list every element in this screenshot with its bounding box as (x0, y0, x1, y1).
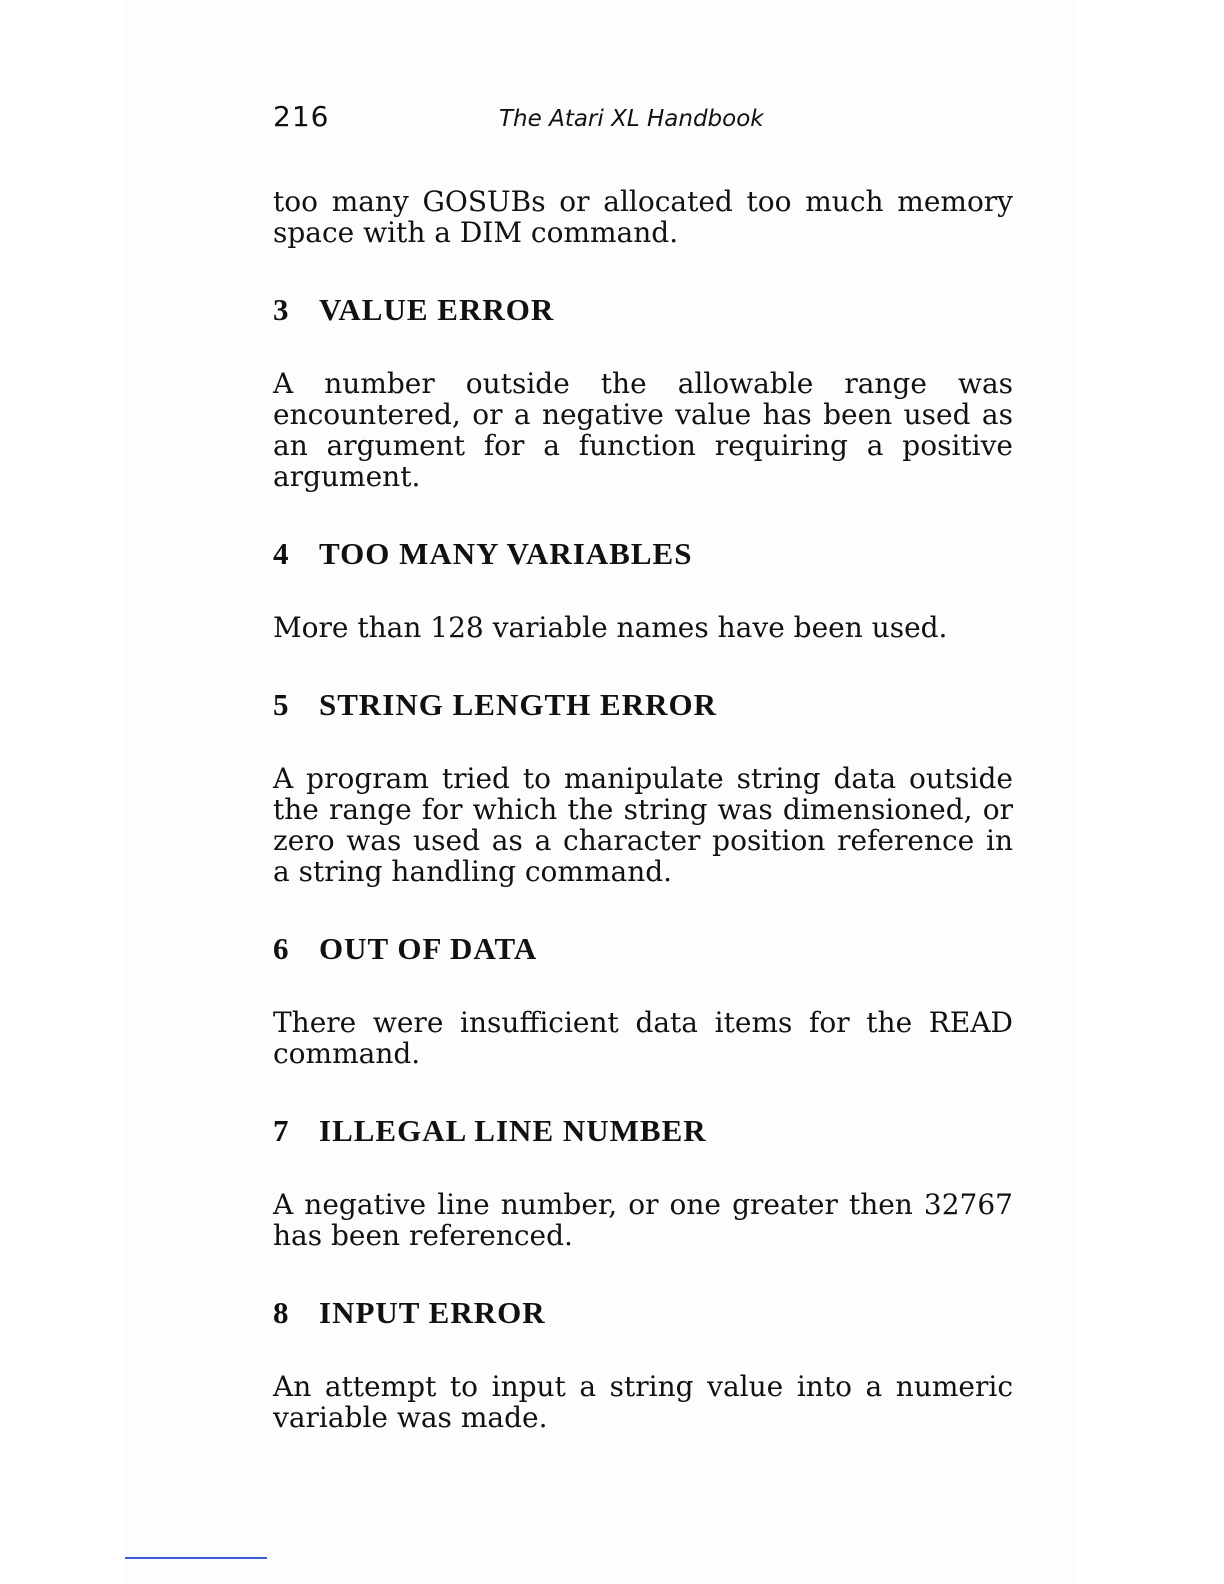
error-title: INPUT ERROR (319, 1295, 546, 1330)
error-description: A negative line number, or one greater then 32767 has been referenced. (273, 1188, 1013, 1252)
error-title: TOO MANY VARIABLES (319, 536, 693, 571)
error-number: 4 (273, 536, 290, 571)
error-description: There were insufficient data items for the READ command. (273, 1006, 1013, 1070)
error-entry-7 (273, 1113, 1013, 1251)
error-heading (273, 1113, 1013, 1149)
page-header (273, 100, 1013, 140)
error-number: 6 (273, 931, 290, 966)
intro-paragraph: too many GOSUBs or allocated too much memory space with a DIM command. (273, 185, 1013, 249)
error-description: A program tried to manipulate string data outside the range for which the string was dimensioned, or zero was used as a character position reference in a string handling command. (273, 762, 1013, 888)
error-entry-5 (273, 687, 1013, 887)
error-entry-8 (273, 1295, 1013, 1433)
bottom-rule (125, 1557, 267, 1559)
page-number: 216 (273, 100, 330, 133)
error-description: An attempt to input a string value into a numeric variable was made. (273, 1370, 1013, 1434)
error-heading (273, 1295, 1013, 1331)
error-entry-3 (273, 292, 1013, 492)
error-heading (273, 536, 1013, 572)
error-description: A number outside the allowable range was encountered, or a negative value has been used as an argument for a function requiring a positive argument. (273, 367, 1013, 493)
error-title: STRING LENGTH ERROR (319, 687, 717, 722)
book-page (125, 0, 1075, 1584)
error-number: 7 (273, 1113, 290, 1148)
running-title: The Atari XL Handbook (499, 106, 764, 132)
error-description: More than 128 variable names have been used. (273, 611, 948, 644)
error-entry-4 (273, 536, 1013, 643)
error-title: ILLEGAL LINE NUMBER (319, 1113, 707, 1148)
error-entry-6 (273, 931, 1013, 1069)
error-heading (273, 292, 1013, 328)
error-heading (273, 931, 1013, 967)
error-number: 8 (273, 1295, 290, 1330)
page-content (273, 100, 1013, 1433)
error-heading (273, 687, 1013, 723)
error-title: VALUE ERROR (319, 292, 555, 327)
error-number: 5 (273, 687, 290, 722)
error-number: 3 (273, 292, 290, 327)
error-title: OUT OF DATA (319, 931, 538, 966)
